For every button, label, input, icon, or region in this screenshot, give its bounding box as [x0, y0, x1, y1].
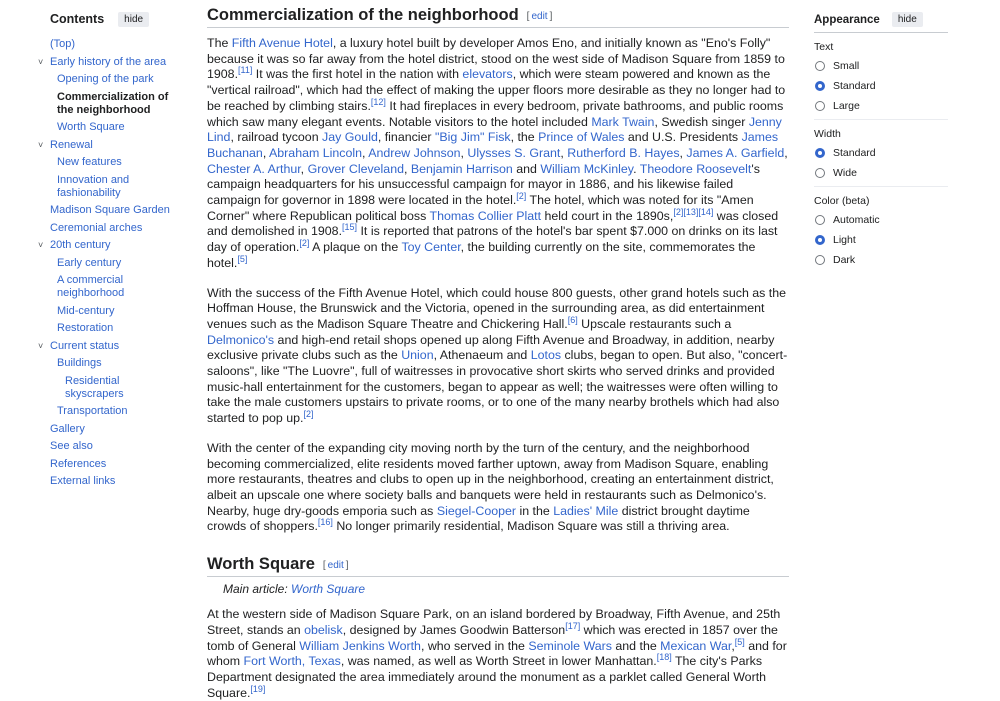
article-link[interactable]: Prince of Wales	[538, 130, 625, 145]
paragraph	[207, 441, 789, 535]
radio-selected-icon[interactable]	[815, 81, 825, 91]
chevron-down-icon[interactable]: ˅	[38, 139, 44, 150]
text-run: was closed and demolished in 1908.	[207, 208, 779, 239]
appearance-options	[814, 41, 948, 267]
article-link[interactable]: William McKinley	[540, 161, 634, 176]
article-link[interactable]: Seminole Wars	[528, 638, 612, 653]
chevron-down-icon[interactable]: ˅	[38, 240, 44, 250]
text-run: The hotel, which was noted for its "Amen Corner" where Republican political boss	[207, 193, 754, 223]
toc-item-label: Innovation and fashionability	[57, 173, 130, 199]
text-run: , Swedish singer	[654, 114, 749, 129]
edit-link[interactable]: edit	[327, 560, 344, 572]
text-run: A plaque on the	[309, 240, 402, 255]
toc-item-label: External links	[50, 475, 116, 487]
toc-item-label: See also	[50, 440, 93, 452]
appearance-hide-button[interactable]: hide	[892, 12, 923, 27]
citation-link[interactable]: [19]	[250, 683, 266, 694]
toc-item[interactable]	[38, 156, 176, 169]
text-run: ,	[362, 145, 369, 160]
edit-link[interactable]: edit	[531, 11, 548, 22]
article-link[interactable]: Fort Worth, Texas	[243, 654, 341, 669]
citation-link[interactable]: [12]	[370, 96, 386, 107]
toc-item-label: Early century	[57, 256, 122, 269]
toc-item-label: Renewal	[50, 138, 93, 151]
citation-link[interactable]: [2]	[303, 409, 314, 420]
divider	[814, 186, 948, 187]
toc-item-label: New features	[57, 156, 122, 168]
toc-item-label: (Top)	[50, 38, 76, 50]
citation-link[interactable]: [15]	[342, 222, 358, 233]
toc-item[interactable]	[38, 340, 176, 353]
paragraph	[207, 607, 789, 701]
article-link[interactable]: Thomas Collier Platt	[429, 208, 542, 223]
toc-item[interactable]	[38, 239, 176, 252]
article-link[interactable]: James A. Garfield	[686, 145, 785, 160]
text-run: clubs, began to open. But also, "concert-saloons", like "The Luovre", full of waitresses in provocative short skirts who served drinks and provided music-hall entertainment for the customers, began to appear as well; the waitresses were often willing to take the male customers upstairs to private rooms, or to one of the many nearby brothels which had also started to pop up.	[207, 348, 788, 426]
section-heading-worth-square	[207, 549, 789, 577]
text-run: and U.S. Presidents	[624, 130, 742, 145]
text-run: and	[512, 161, 541, 176]
radio-selected-icon[interactable]	[815, 148, 825, 158]
text-run: It was the first hotel in the nation with	[252, 67, 463, 82]
section-heading-text: Worth Square	[207, 555, 315, 574]
citation-link[interactable]: [18]	[656, 652, 672, 663]
text-run: in the	[516, 503, 554, 518]
appearance-option[interactable]	[814, 59, 948, 73]
article-link[interactable]: James Buchanan	[207, 130, 779, 160]
article-link[interactable]: Ulysses S. Grant	[467, 145, 561, 160]
article-link[interactable]: Toy Center	[401, 240, 461, 255]
text-run: ,	[262, 145, 270, 160]
text-run: which was erected in 1857 over the tomb of General	[207, 622, 778, 653]
edit-section-link: [ edit ]	[322, 560, 349, 572]
text-run: 's campaign headquarters for his unsuccessful campaign for mayor in 1886, and his likewise failed campaign for governor in 1898 were located in the hotel.	[207, 161, 760, 208]
section-body	[207, 607, 789, 701]
appearance-group-label: Color (beta)	[814, 195, 870, 207]
appearance-option[interactable]	[814, 79, 948, 93]
toc-item-label: References	[50, 457, 107, 470]
chevron-down-icon[interactable]: ˅	[38, 56, 44, 67]
article-link[interactable]: Jenny Lind	[207, 114, 782, 145]
article-link[interactable]: "Big Jim" Fisk	[435, 130, 511, 145]
text-run: ,	[560, 145, 568, 160]
toc-item[interactable]	[38, 305, 176, 318]
toc-hide-button[interactable]: hide	[118, 12, 149, 27]
toc-item[interactable]	[38, 375, 176, 401]
text-run: It is reported that patrons of the hotel's bar spent $7.000 on drinks on its last day of operation.	[207, 224, 778, 255]
article-link[interactable]: Ladies' Mile	[553, 503, 619, 518]
citation-link[interactable]: [6]	[567, 314, 578, 325]
text-run: ,	[731, 638, 735, 653]
toc-item[interactable]	[38, 405, 176, 418]
text-run: and the	[611, 638, 661, 653]
article-link[interactable]: Fifth Avenue Hotel	[231, 36, 333, 50]
chevron-down-icon[interactable]: ˅	[38, 340, 44, 351]
citation-link[interactable]: [17]	[565, 620, 581, 631]
citation-link[interactable]: [2]	[516, 190, 527, 201]
toc-item-label: Ceremonial arches	[50, 221, 143, 234]
toc-item[interactable]	[38, 174, 176, 200]
hatnote	[207, 582, 789, 597]
appearance-option[interactable]	[814, 253, 948, 267]
toc-list	[38, 38, 176, 488]
text-run: held court in the 1890s,	[541, 208, 674, 223]
citation-link[interactable]: [5]	[734, 636, 745, 647]
text-run: , Athenaeum and	[433, 348, 531, 363]
citation-link[interactable]: [2][13][14]	[673, 206, 714, 217]
toc-item[interactable]	[38, 204, 176, 217]
article-link[interactable]: Benjamin Harrison	[410, 161, 513, 176]
text-run: district brought daytime crowds of shoppers.	[207, 503, 750, 534]
toc-item-label: Residential skyscrapers	[65, 374, 124, 400]
appearance-option[interactable]	[814, 233, 948, 247]
toc-item[interactable]	[38, 440, 176, 453]
text-run: ,	[679, 145, 687, 160]
article-link[interactable]: Grover Cleveland	[307, 161, 404, 176]
text-run: , a luxury hotel built by developer Amos Eno, and initially known as "Eno's Folly" because it was so far away from the hotel district, stood on the west side of Madison Square from 1859 to 1908.	[207, 36, 785, 82]
article-link[interactable]: Siegel-Cooper	[436, 503, 517, 518]
toc-item-label: Transportation	[57, 405, 128, 417]
toc-item-label: Gallery	[50, 422, 85, 435]
article-link[interactable]: elevators	[462, 67, 513, 82]
text-run: It had fireplaces in every bedroom, private bathrooms, and public rooms which saw many elegant events. Notable visitors to the hotel included	[207, 98, 784, 129]
article-link[interactable]: Jay Gould	[322, 130, 378, 145]
text-run: ,	[300, 161, 308, 176]
text-run: , was named, as well as Worth Street in lower Manhattan.	[340, 654, 657, 669]
toc-item-label: Buildings	[57, 357, 102, 369]
appearance-group-label: Text	[814, 41, 834, 53]
appearance-option-label: Small	[833, 60, 860, 72]
text-run: ,	[460, 145, 468, 160]
toc-item-label: Early history of the area	[50, 55, 167, 68]
paragraph	[207, 36, 789, 272]
radio-unselected-icon[interactable]	[815, 215, 825, 225]
paragraph	[207, 286, 789, 427]
toc-item[interactable]	[38, 423, 176, 436]
section-heading-commercialization	[207, 0, 789, 28]
appearance-group-label: Width	[814, 128, 841, 140]
text-run: The city's Parks Department designated the area immediately around the monument as a parklet called General Worth Square.	[207, 654, 767, 700]
toc-item-label: 20th century	[50, 239, 111, 251]
article-link[interactable]: Andrew Johnson	[368, 145, 461, 160]
article-link[interactable]: Lotos	[530, 348, 562, 363]
radio-unselected-icon[interactable]	[815, 168, 825, 178]
hatnote-prefix: Main article:	[223, 582, 292, 597]
article-link[interactable]: Delmonico's	[207, 332, 275, 347]
text-run: At the western side of Madison Square Park, on an island bordered by Broadway, Fifth Avenue, and 25th Street, stands an	[207, 607, 781, 637]
citation-link[interactable]: [11]	[238, 65, 253, 76]
toc-item[interactable]	[38, 274, 176, 300]
text-run: No longer primarily residential, Madison Square was still a thriving area.	[332, 519, 730, 534]
article-link[interactable]: William Jenkins Worth	[299, 638, 421, 653]
article-link[interactable]: Mexican War	[660, 638, 732, 653]
toc-item-label: A commercial neighborhood	[57, 274, 125, 299]
appearance-panel	[814, 12, 948, 273]
appearance-title: Appearance	[814, 13, 880, 26]
divider	[814, 119, 948, 120]
toc-item[interactable]	[38, 91, 176, 117]
toc-item-label: Worth Square	[57, 121, 125, 133]
appearance-option-label: Standard	[833, 80, 876, 92]
radio-unselected-icon[interactable]	[815, 61, 825, 71]
appearance-option-label: Automatic	[833, 214, 880, 226]
edit-section-link: [ edit ]	[526, 11, 553, 22]
text-run: and for whom	[207, 638, 787, 669]
citation-link[interactable]: [16]	[317, 517, 333, 528]
text-run: ,	[784, 145, 788, 160]
toc-item-label: Madison Square Garden	[50, 204, 170, 216]
appearance-header	[814, 12, 948, 33]
text-run: .	[633, 161, 640, 176]
appearance-option-label: Wide	[833, 167, 857, 179]
section-heading-text: Commercialization of the neighborhood	[207, 6, 519, 24]
text-run: With the center of the expanding city moving north by the turn of the century, and the neighborhood becoming commercialized, elite residents moved farther uptown, away from Madison Square, enabling more restaurants, theatres and clubs to open up in the neighborhood, creating an entertainment district, albeit an upscale one where society balls and banquets were held in restaurants such as Delmonico's. Nearby, huge dry-goods emporia such as	[207, 440, 774, 518]
appearance-option[interactable]	[814, 146, 948, 160]
text-run: and high-end retail shops opened up along Fifth Avenue and Broadway, in addition, nearby exclusive private clubs such as the	[207, 332, 775, 363]
toc-header	[38, 6, 176, 32]
text-run: , designed by James Goodwin Batterson	[342, 622, 566, 637]
article-content	[207, 0, 789, 701]
text-run: , who served in the	[420, 638, 529, 653]
article-link[interactable]: Chester A. Arthur	[207, 161, 301, 176]
article-link[interactable]: Abraham Lincoln	[269, 145, 362, 160]
radio-selected-icon[interactable]	[815, 235, 825, 245]
text-run: , which were steam powered and known as the "vertical railroad", which had the effect of making the upper floors more desirable as they no longer had to be reached by climbing stairs.	[207, 67, 786, 113]
text-run: With the success of the Fifth Avenue Hotel, which could house 800 guests, other grand hotels such as the Hoffman House, the Brunswick and the Victoria, opened in the surrounding area, as did entertainment venues such as the Madison Square Theatre and Chickering Hall.	[207, 285, 787, 331]
toc-item-label: Current status	[50, 339, 120, 352]
section-body	[207, 36, 789, 535]
article-link[interactable]: Union	[401, 348, 434, 363]
article-link[interactable]: obelisk	[304, 622, 343, 637]
radio-unselected-icon[interactable]	[815, 255, 825, 265]
text-run: , railroad tycoon	[230, 130, 323, 145]
appearance-option-label: Standard	[833, 147, 876, 159]
appearance-option[interactable]	[814, 213, 948, 227]
appearance-option[interactable]	[814, 166, 948, 180]
article-link[interactable]: Rutherford B. Hayes	[567, 145, 680, 160]
text-run: ,	[403, 161, 411, 176]
appearance-option-label: Large	[833, 100, 860, 112]
toc-item-label: Commercialization of the neighborhood	[57, 90, 169, 116]
toc-item-label: Opening of the park	[57, 73, 154, 85]
toc-item[interactable]	[38, 56, 176, 69]
toc-item[interactable]	[38, 257, 176, 270]
toc-title: Contents	[50, 12, 105, 26]
text-run: The	[207, 36, 232, 50]
article-link[interactable]: Mark Twain	[591, 114, 655, 129]
toc-item[interactable]	[38, 38, 176, 51]
toc-item[interactable]	[38, 322, 176, 335]
text-run: , the	[510, 130, 539, 145]
toc-item[interactable]	[38, 222, 176, 235]
text-run: , financier	[377, 130, 436, 145]
table-of-contents	[38, 6, 176, 493]
toc-item[interactable]	[38, 139, 176, 152]
toc-item-label: Restoration	[57, 322, 114, 334]
toc-item[interactable]	[38, 357, 176, 370]
appearance-option[interactable]	[814, 99, 948, 113]
toc-item[interactable]	[38, 73, 176, 86]
citation-link[interactable]: [2]	[299, 238, 310, 249]
toc-item[interactable]	[38, 458, 176, 471]
radio-unselected-icon[interactable]	[815, 101, 825, 111]
hatnote-link[interactable]: Worth Square	[291, 582, 366, 597]
citation-link[interactable]: [5]	[237, 253, 248, 264]
toc-item[interactable]	[38, 121, 176, 134]
article-link[interactable]: Theodore Roosevelt	[639, 161, 752, 176]
appearance-option-label: Dark	[833, 254, 856, 266]
text-run: Upscale restaurants such a	[577, 316, 732, 331]
text-run: , the building currently on the site, commemorates the hotel.	[207, 240, 756, 270]
toc-item-label: Mid-century	[57, 304, 115, 317]
toc-item[interactable]	[38, 475, 176, 488]
appearance-option-label: Light	[833, 234, 856, 246]
